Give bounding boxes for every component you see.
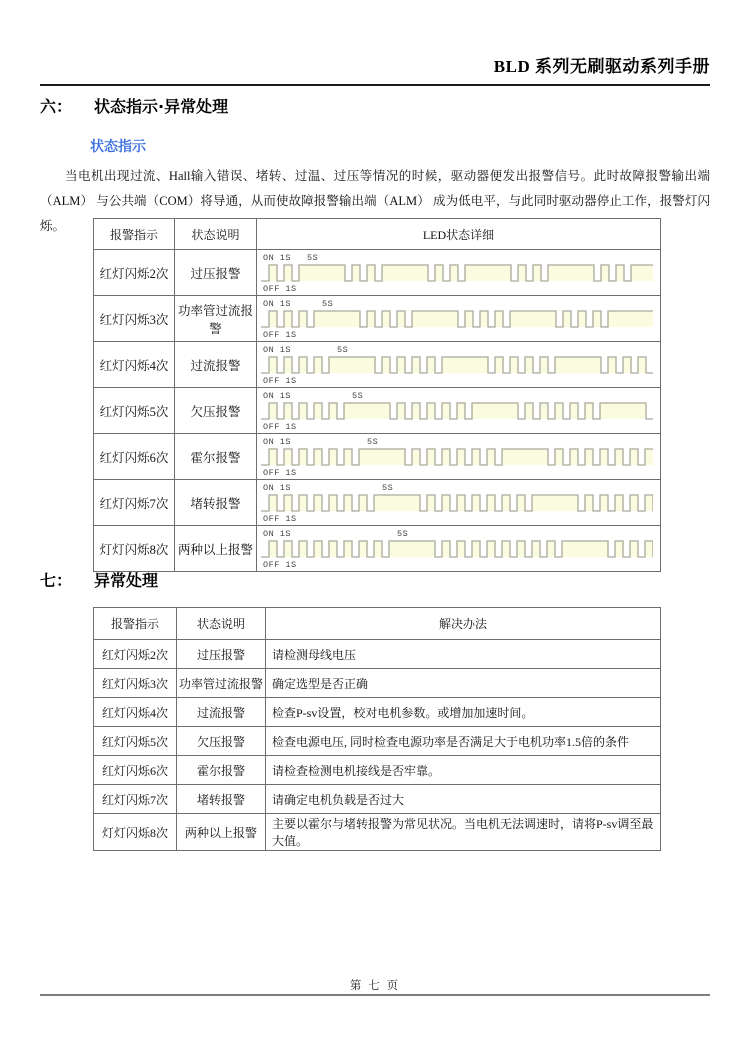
waveform-5s-label: 5S — [307, 253, 319, 263]
led-waveform — [261, 400, 653, 422]
waveform-off-label: OFF 1S — [263, 284, 297, 294]
table-row — [94, 814, 661, 851]
status-cell: 两种以上报警 — [175, 526, 257, 572]
table-row — [94, 480, 661, 526]
status-cell: 欠压报警 — [175, 388, 257, 434]
header-divider — [40, 84, 710, 86]
table-row — [94, 526, 661, 572]
section-7-title: 异常处理 — [94, 571, 159, 590]
troubleshooting-table — [93, 607, 661, 851]
section-7-number: 七： — [40, 571, 73, 590]
status-cell: 堵转报警 — [175, 480, 257, 526]
solution-cell: 请确定电机负载是否过大 — [266, 785, 661, 814]
status-indication-subheading: 状态指示 — [90, 139, 146, 155]
solution-cell: 请检查检测电机接线是否牢靠。 — [266, 756, 661, 785]
solution-cell: 检查P-sv设置，校对电机参数。或增加加速时间。 — [266, 698, 661, 727]
waveform-cell — [257, 526, 661, 572]
column-header-status: 状态说明 — [177, 608, 266, 640]
waveform — [261, 389, 660, 432]
column-header-solution: 解决办法 — [266, 608, 661, 640]
table-row — [94, 434, 661, 480]
status-cell: 过流报警 — [175, 342, 257, 388]
waveform-5s-label: 5S — [322, 299, 334, 309]
alarm-indicator-cell: 红灯闪烁4次 — [94, 698, 177, 727]
table-header-row — [94, 608, 661, 640]
waveform-off-label: OFF 1S — [263, 422, 297, 432]
waveform-on-label: ON 1S — [263, 437, 292, 447]
waveform-off-label: OFF 1S — [263, 468, 297, 478]
waveform-5s-label: 5S — [352, 391, 364, 401]
table-header-row — [94, 219, 661, 250]
status-cell: 过流报警 — [177, 698, 266, 727]
alarm-indicator-cell: 红灯闪烁2次 — [94, 250, 175, 296]
waveform-cell — [257, 250, 661, 296]
solution-table-body — [94, 640, 661, 851]
led-waveform — [261, 492, 653, 514]
solution-cell: 主要以霍尔与堵转报警为常见状况。当电机无法调速时，请将P-sv调至最大值。 — [266, 814, 661, 851]
waveform — [261, 297, 660, 340]
footer-divider — [40, 994, 710, 996]
alarm-description-paragraph: 当电机出现过流、Hall输入错误、堵转、过温、过压等情况的时候，驱动器便发出报警信号。此时故障报警输出端（ALM） 与公共端（COM）将导通，从而使故障报警输出端（ALM） 成为低电平，与此同时驱动器停止工作，报警灯闪烁。 — [40, 169, 710, 233]
status-table-body — [94, 250, 661, 572]
alarm-indicator-cell: 红灯闪烁3次 — [94, 296, 175, 342]
waveform-on-label: ON 1S — [263, 299, 292, 309]
led-waveform — [261, 446, 653, 468]
waveform-on-label: ON 1S — [263, 483, 292, 493]
waveform-5s-label: 5S — [367, 437, 379, 447]
table-row — [94, 669, 661, 698]
alarm-indicator-cell: 红灯闪烁7次 — [94, 785, 177, 814]
column-header-alarm: 报警指示 — [94, 219, 175, 250]
status-cell: 霍尔报警 — [175, 434, 257, 480]
waveform-cell — [257, 480, 661, 526]
waveform-on-label: ON 1S — [263, 391, 292, 401]
table-row — [94, 698, 661, 727]
alarm-indicator-cell: 红灯闪烁3次 — [94, 669, 177, 698]
solution-cell: 确定选型是否正确 — [266, 669, 661, 698]
waveform-off-label: OFF 1S — [263, 560, 297, 570]
status-cell: 两种以上报警 — [177, 814, 266, 851]
waveform — [261, 343, 660, 386]
led-waveform — [261, 262, 653, 284]
section-6-number: 六： — [40, 97, 73, 116]
alarm-indicator-cell: 红灯闪烁6次 — [94, 756, 177, 785]
table-row — [94, 756, 661, 785]
waveform-5s-label: 5S — [397, 529, 409, 539]
alarm-indicator-cell: 红灯闪烁5次 — [94, 727, 177, 756]
status-cell: 功率管过流报警 — [175, 296, 257, 342]
section-6-title: 状态指示·异常处理 — [94, 97, 229, 116]
waveform — [261, 251, 660, 294]
waveform — [261, 481, 660, 524]
solution-cell: 请检测母线电压 — [266, 640, 661, 669]
waveform-on-label: ON 1S — [263, 345, 292, 355]
column-header-alarm: 报警指示 — [94, 608, 177, 640]
led-waveform — [261, 538, 653, 560]
solution-cell: 检查电源电压, 同时检查电源功率是否满足大于电机功率1.5倍的条件 — [266, 727, 661, 756]
waveform-cell — [257, 296, 661, 342]
led-status-table — [93, 218, 661, 572]
status-cell: 欠压报警 — [177, 727, 266, 756]
alarm-indicator-cell: 红灯闪烁4次 — [94, 342, 175, 388]
alarm-indicator-cell: 灯灯闪烁8次 — [94, 526, 175, 572]
alarm-indicator-cell: 灯灯闪烁8次 — [94, 814, 177, 851]
status-cell: 功率管过流报警 — [177, 669, 266, 698]
waveform-cell — [257, 342, 661, 388]
waveform-on-label: ON 1S — [263, 529, 292, 539]
waveform-cell — [257, 434, 661, 480]
table-row — [94, 296, 661, 342]
waveform-5s-label: 5S — [337, 345, 349, 355]
waveform — [261, 435, 660, 478]
table-row — [94, 640, 661, 669]
column-header-led-detail: LED状态详细 — [257, 219, 661, 250]
page-number: 第 七 页 — [349, 980, 401, 992]
waveform-off-label: OFF 1S — [263, 330, 297, 340]
alarm-indicator-cell: 红灯闪烁5次 — [94, 388, 175, 434]
led-waveform — [261, 354, 653, 376]
table-row — [94, 727, 661, 756]
waveform — [261, 527, 660, 570]
document-title: BLD 系列无刷驱动系列手册 — [493, 57, 710, 76]
table-row — [94, 785, 661, 814]
waveform-off-label: OFF 1S — [263, 514, 297, 524]
alarm-indicator-cell: 红灯闪烁7次 — [94, 480, 175, 526]
waveform-off-label: OFF 1S — [263, 376, 297, 386]
waveform-on-label: ON 1S — [263, 253, 292, 263]
alarm-indicator-cell: 红灯闪烁6次 — [94, 434, 175, 480]
table-row — [94, 388, 661, 434]
section-6-heading — [40, 94, 228, 117]
section-7-heading — [40, 568, 158, 591]
waveform-cell — [257, 388, 661, 434]
table-row — [94, 250, 661, 296]
status-cell: 霍尔报警 — [177, 756, 266, 785]
waveform-5s-label: 5S — [382, 483, 394, 493]
table-row — [94, 342, 661, 388]
status-cell: 过压报警 — [175, 250, 257, 296]
led-waveform — [261, 308, 653, 330]
column-header-status: 状态说明 — [175, 219, 257, 250]
status-cell: 堵转报警 — [177, 785, 266, 814]
alarm-indicator-cell: 红灯闪烁2次 — [94, 640, 177, 669]
status-cell: 过压报警 — [177, 640, 266, 669]
